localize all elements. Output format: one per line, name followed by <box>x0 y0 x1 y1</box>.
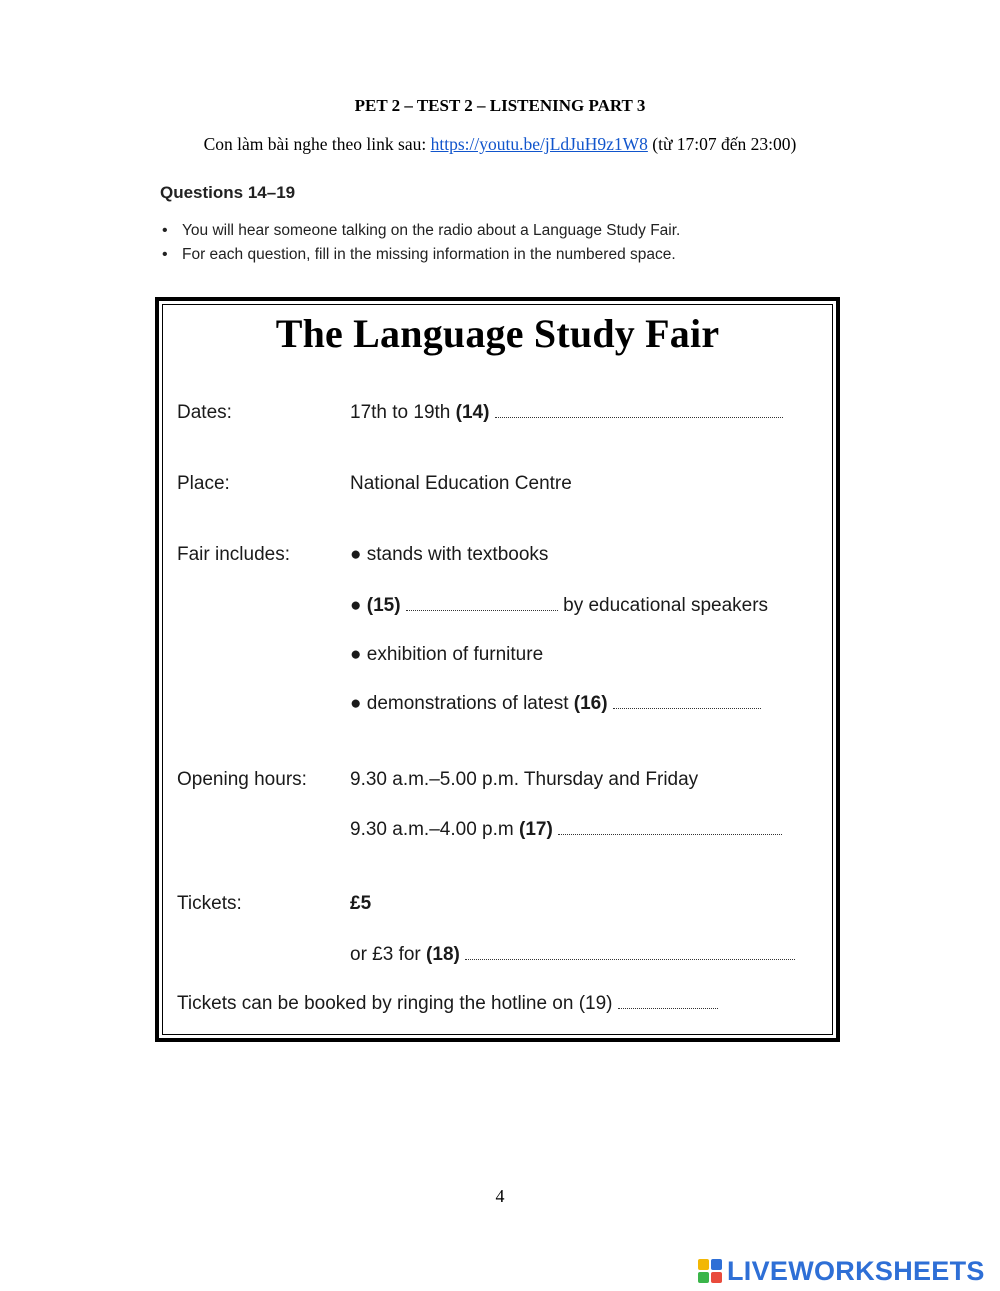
logo-square <box>698 1259 709 1270</box>
answer-16-blank[interactable] <box>613 707 761 709</box>
ticket-price: £5 <box>350 893 372 914</box>
bullet-icon: ● <box>350 693 362 714</box>
fair-title: The Language Study Fair <box>275 311 720 356</box>
include-item-text: by educational speakers <box>563 595 769 616</box>
include-item-text: exhibition of furniture <box>366 644 544 665</box>
place-label: Place: <box>177 473 230 494</box>
answer-17-blank[interactable] <box>558 833 782 835</box>
instruction-prefix: Con làm bài nghe theo link sau: <box>203 134 431 154</box>
question-18-number: (18) <box>426 944 460 965</box>
include-item <box>350 595 768 617</box>
logo-square <box>711 1272 722 1283</box>
dates-row <box>350 402 783 424</box>
liveworksheets-logo <box>698 1256 985 1286</box>
tickets-label: Tickets: <box>177 893 242 914</box>
questions-heading: Questions 14–19 <box>160 183 296 202</box>
page-number: 4 <box>495 1186 505 1206</box>
page-title: PET 2 – TEST 2 – LISTENING PART 3 <box>354 96 646 115</box>
instruction-bullet: • For each question, fill in the missing information in the numbered space. <box>160 243 680 267</box>
include-item <box>350 693 761 715</box>
include-item <box>350 544 548 566</box>
question-14-number: (14) <box>455 402 490 423</box>
bullet-icon: ● <box>350 644 362 665</box>
opening-hours-row <box>350 819 782 841</box>
answer-18-blank[interactable] <box>465 958 795 960</box>
place-value: National Education Centre <box>350 473 572 494</box>
question-16-number: (16) <box>573 693 608 714</box>
logo-square <box>698 1272 709 1283</box>
include-item <box>350 644 543 666</box>
answer-15-blank[interactable] <box>406 609 558 611</box>
include-item-text: stands with textbooks <box>366 544 549 565</box>
booking-row <box>177 993 718 1015</box>
opening-hours-other: 9.30 a.m.–4.00 p.m <box>350 819 514 840</box>
answer-14-blank[interactable] <box>495 416 783 418</box>
opening-hours-weekday: 9.30 a.m.–5.00 p.m. Thursday and Friday <box>350 769 699 790</box>
opening-hours-label: Opening hours: <box>177 769 307 790</box>
ticket-price-alt: or £3 for <box>350 944 421 965</box>
dates-label: Dates: <box>177 402 232 423</box>
include-item-text: demonstrations of latest <box>366 693 569 714</box>
question-17-number: (17) <box>519 819 553 840</box>
ticket-alt-row <box>350 944 795 966</box>
listening-instruction <box>0 134 1000 155</box>
includes-label: Fair includes: <box>177 544 290 565</box>
instruction-suffix: (từ 17:07 đến 23:00) <box>647 134 797 154</box>
answer-19-blank[interactable] <box>618 1007 718 1009</box>
logo-text: LIVEWORKSHEETS <box>727 1255 985 1286</box>
youtube-link[interactable]: https://youtu.be/jLdJuH9z1W8 <box>430 134 648 154</box>
question-15-number: (15) <box>366 595 401 616</box>
bullet-icon: ● <box>350 595 362 616</box>
instruction-bullets <box>160 219 680 267</box>
liveworksheets-icon <box>698 1259 722 1283</box>
dates-value: 17th to 19th <box>350 402 451 423</box>
bullet-icon: ● <box>350 544 362 565</box>
booking-text: Tickets can be booked by ringing the hotline on (19) <box>177 993 613 1014</box>
logo-square <box>711 1259 722 1270</box>
instruction-bullet: • You will hear someone talking on the radio about a Language Study Fair. <box>160 219 680 243</box>
